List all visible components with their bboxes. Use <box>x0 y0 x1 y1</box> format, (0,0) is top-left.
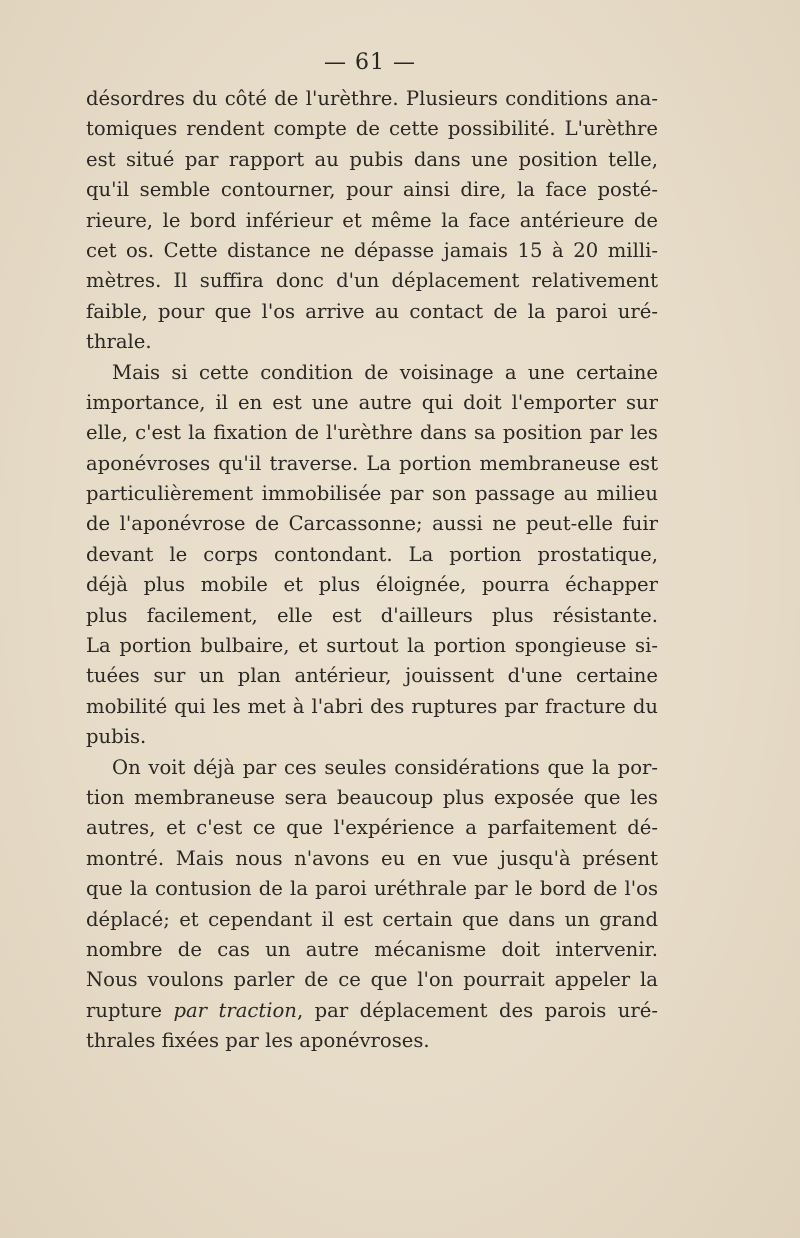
text-line: tion membraneuse sera beaucoup plus exposée que les <box>86 785 658 809</box>
text-line: importance, il en est une autre qui doit l'emporter sur <box>86 390 658 414</box>
text-line: tomiques rendent compte de cette possibilité. L'urèthre <box>86 117 658 141</box>
text-line: On voit déjà par ces seules considérations que la por- <box>112 755 658 779</box>
text-line: désordres du côté de l'urèthre. Plusieurs conditions ana- <box>86 87 658 110</box>
text-line-with-italic <box>86 996 658 1026</box>
text-line: faible, pour que l'os arrive au contact de la paroi uré- <box>86 299 658 323</box>
text-line: que la contusion de la paroi uréthrale par le bord de l'os <box>86 877 658 901</box>
text-line: mètres. Il suffira donc d'un déplacement relativement <box>86 269 658 293</box>
text-line: autres, et c'est ce que l'expérience a parfaitement dé- <box>86 816 658 840</box>
text-line: rieure, le bord inférieur et même la face antérieure de <box>86 208 658 232</box>
text-line: de l'aponévrose de Carcassonne; aussi ne peut-elle fuir <box>86 512 658 536</box>
text-line: thrales fixées par les aponévroses. <box>86 1029 430 1053</box>
paragraph <box>86 358 658 753</box>
text-line: devant le corps contondant. La portion prostatique, <box>86 542 658 566</box>
paragraph <box>86 753 658 1057</box>
text-line: est situé par rapport au pubis dans une position telle, <box>86 147 658 171</box>
text-line: tuées sur un plan antérieur, jouissent d'une certaine <box>86 664 658 688</box>
text-line: particulièrement immobilisée par son passage au milieu <box>86 482 658 506</box>
text-line: plus facilement, elle est d'ailleurs plus résistante. <box>86 603 658 627</box>
text-line: Nous voulons parler de ce que l'on pourrait appeler la <box>86 968 658 992</box>
page-number: — 61 — <box>324 50 416 75</box>
text-line: déplacé; et cependant il est certain que dans un grand <box>86 907 658 931</box>
paragraph <box>86 84 658 358</box>
text-line: elle, c'est la fixation de l'urèthre dans sa position par les <box>86 421 658 445</box>
text-line: nombre de cas un autre mécanisme doit intervenir. <box>86 937 658 961</box>
line-segment: , par déplacement des parois uré- <box>296 998 658 1022</box>
text-line: La portion bulbaire, et surtout la portion spongieuse si- <box>86 634 658 658</box>
text-line: thrale. <box>86 330 152 354</box>
text-line: déjà plus mobile et plus éloignée, pourra échapper <box>86 573 658 597</box>
text-line: Mais si cette condition de voisinage a une certaine <box>112 360 658 384</box>
italic-phrase: par traction <box>173 998 297 1022</box>
text-line: montré. Mais nous n'avons eu en vue jusqu'à présent <box>86 846 658 870</box>
text-line: qu'il semble contourner, pour ainsi dire, la face posté- <box>86 178 658 202</box>
body-text <box>86 84 658 1057</box>
text-line: cet os. Cette distance ne dépasse jamais 15 à 20 milli- <box>86 238 658 262</box>
text-line: pubis. <box>86 725 147 749</box>
line-segment: rupture <box>86 998 174 1022</box>
text-line: aponévroses qu'il traverse. La portion membraneuse est <box>86 451 658 475</box>
text-line: mobilité qui les met à l'abri des ruptures par fracture du <box>86 694 658 718</box>
